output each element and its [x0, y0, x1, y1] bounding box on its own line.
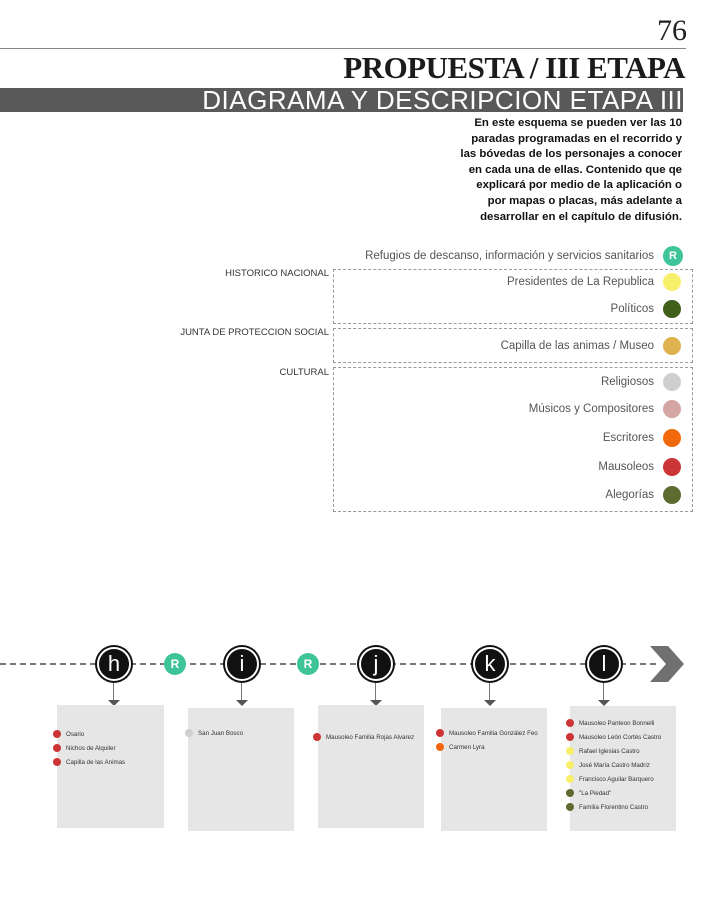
chevron-down-icon — [236, 700, 248, 706]
stem — [489, 683, 490, 701]
refugio-stop-2[interactable]: R — [297, 653, 319, 675]
red-dot-icon — [53, 758, 61, 766]
legend-label: Políticos — [610, 303, 654, 315]
legend-item-refugios — [365, 246, 683, 266]
legend-item-religiosos — [601, 373, 681, 391]
red-dot-icon — [436, 729, 444, 737]
red-dot-icon — [663, 458, 681, 476]
card-item — [566, 716, 676, 730]
card-item-text: Nichos de Alquiler — [66, 744, 116, 752]
card-item — [436, 726, 547, 740]
legend-label: Capilla de las animas / Museo — [500, 340, 654, 352]
intro-paragraph: En este esquema se pueden ver las 10 paradas programadas en el recorrido y las bóvedas de los personajes a conocer en cada una de ellas. Contenido que qe explicará por medio de la aplicación o por mapas o placas, más adelante a desarrollar en el capítulo de difusión. — [460, 117, 682, 223]
yellow-dot-icon — [566, 761, 574, 769]
card-item — [185, 726, 294, 740]
chevron-down-icon — [484, 700, 496, 706]
refugio-stop-1[interactable]: R — [164, 653, 186, 675]
group-label-historico: HISTORICO NACIONAL — [225, 268, 329, 279]
gray-dot-icon — [185, 729, 193, 737]
stop-k[interactable]: k — [473, 647, 507, 681]
stop-h[interactable]: h — [97, 647, 131, 681]
card-item-text: Osario — [66, 730, 85, 738]
card-item — [53, 741, 164, 755]
pink-dot-icon — [663, 400, 681, 418]
page-title: PROPUESTA / III ETAPA — [343, 50, 685, 85]
card-item-text: Mausoleo Familia Rojas Alvarez — [326, 733, 415, 741]
legend-item-alegorias — [605, 486, 681, 504]
legend-item-musicos — [529, 400, 681, 418]
legend-item-politicos — [611, 300, 681, 318]
stem — [241, 683, 242, 701]
card-item — [566, 786, 676, 800]
legend-item-escritores — [603, 429, 681, 447]
legend-label: Presidentes de La Republica — [506, 276, 654, 288]
yellow-dot-icon — [566, 775, 574, 783]
card-item-text: San Juan Bosco — [198, 729, 244, 737]
dark-green-dot-icon — [663, 300, 681, 318]
gold-dot-icon — [663, 337, 681, 355]
card-item-text: Familia Florentino Castro — [579, 803, 649, 811]
gray-dot-icon — [663, 373, 681, 391]
stem — [603, 683, 604, 701]
orange-dot-icon — [436, 743, 444, 751]
header-rule — [0, 48, 686, 49]
legend-label: Alegorías — [605, 489, 654, 501]
card-item-text: Mausoleo Panteon Bonnelli — [579, 719, 655, 727]
card-item-text: Carmen Lyra — [449, 743, 485, 751]
card-item — [53, 755, 164, 769]
card-item-text: Francisco Aguilar Barquero — [579, 775, 654, 783]
legend-label: Religiosos — [600, 376, 654, 388]
olive-dot-icon — [566, 803, 574, 811]
stop-card-j — [318, 705, 424, 828]
stop-card-i — [188, 708, 294, 831]
legend-item-presidentes — [507, 273, 681, 291]
red-dot-icon — [313, 733, 321, 741]
red-dot-icon — [53, 744, 61, 752]
card-item — [53, 727, 164, 741]
stop-l[interactable]: l — [587, 647, 621, 681]
stop-card-l — [570, 706, 676, 831]
stop-card-k — [441, 708, 547, 831]
page-number: 76 — [657, 14, 687, 47]
card-item — [566, 758, 676, 772]
legend-item-capilla — [501, 337, 681, 355]
card-item — [436, 740, 547, 754]
card-item-text: José María Castro Madriz — [579, 761, 650, 769]
legend-label: Mausoleos — [598, 461, 654, 473]
group-label-junta: JUNTA DE PROTECCION SOCIAL — [180, 327, 329, 338]
yellow-dot-icon — [566, 747, 574, 755]
card-item-text: Capilla de las Animas — [66, 758, 126, 766]
stop-card-h — [57, 705, 164, 828]
legend-label: Músicos y Compositores — [528, 403, 654, 415]
red-dot-icon — [53, 730, 61, 738]
card-item-text: Mausoleo León Cortés Castro — [579, 733, 662, 741]
stop-j[interactable]: j — [359, 647, 393, 681]
card-item — [566, 800, 676, 814]
card-item — [566, 744, 676, 758]
arrow-right-icon — [648, 646, 684, 682]
stem — [113, 683, 114, 701]
olive-dot-icon — [663, 486, 681, 504]
card-item-text: Rafael Iglesias Castro — [579, 747, 640, 755]
card-item — [313, 730, 424, 744]
page-subtitle: DIAGRAMA Y DESCRIPCION ETAPA III — [202, 85, 683, 115]
card-item — [566, 730, 676, 744]
group-label-cultural: CULTURAL — [279, 367, 329, 378]
orange-dot-icon — [663, 429, 681, 447]
card-item-text: "La Piedad" — [579, 789, 612, 797]
card-item-text: Mausoleo Familia González Feo — [449, 729, 538, 737]
red-dot-icon — [566, 719, 574, 727]
legend-label: Escritores — [602, 432, 654, 444]
legend-item-mausoleos — [598, 458, 681, 476]
refugio-badge-icon: R — [663, 246, 683, 266]
stop-i[interactable]: i — [225, 647, 259, 681]
olive-dot-icon — [566, 789, 574, 797]
stem — [375, 683, 376, 701]
red-dot-icon — [566, 733, 574, 741]
legend-label: Refugios de descanso, información y servicios sanitarios — [365, 250, 654, 262]
card-item — [566, 772, 676, 786]
yellow-dot-icon — [663, 273, 681, 291]
